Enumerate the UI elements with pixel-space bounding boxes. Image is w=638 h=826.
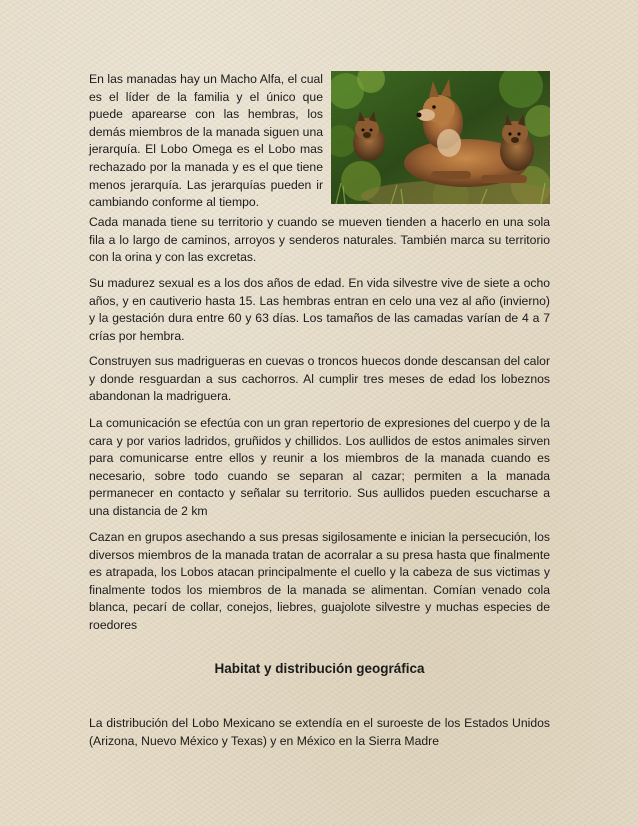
wolf-with-pups-photo xyxy=(331,71,550,204)
paragraph-maturity: Su madurez sexual es a los dos años de edad. En vida silvestre vive de siete a ocho años, y en cautiverio hasta 15. Las hembras entran en celo una vez al año (invierno) y la gestación dura entre 60 y 63 días. Los tamaños de las camadas varían de 4 a 7 crías por hembra. xyxy=(89,276,550,343)
paragraph-hunting: Cazan en grupos asechando a sus presas sigilosamente e inician la persecución, los diversos miembros de la manada tratan de acorralar a su presa hasta que finalmente es atrapada, los Lobos atacan principalmente el cuello y la cabeza de sus victimas y finalmente todos los miembros de la manada se alimentan. Comían venado cola blanca, pecarí de collar, conejos, liebres, guajolote silvestre y muchas especies de roedores xyxy=(89,530,550,632)
paragraph-communication: La comunicación se efectúa con un gran repertorio de expresiones del cuerpo y de la cara y por varios ladridos, gruñidos y chillidos. Los aullidos de estos animales sirven para comunicarse entre ellos y reunir a los miembros de la manada cuando es necesario, sobre todo cuando se separan al cazar; permiten a la manada permanecer en contacto y señalar su territorio. Sus aullidos pueden escucharse a una distancia de 2 km xyxy=(89,416,550,518)
paragraph-territory: Cada manada tiene su territorio y cuando se mueven tienden a hacerlo en una sola fila a lo largo de caminos, arroyos y senderos naturales. También marca su territorio con la orina y con las excretas. xyxy=(89,215,550,265)
paragraph-alpha-hierarchy: En las manadas hay un Macho Alfa, el cual es el líder de la familia y el único que puede aparearse con las hembras, los demás miembros de la manada siguen una jerarquía. El Lobo Omega es el Lobo mas rechazado por la manada y es el que tiene menos jerarquía. Las jerarquías pueden ir cambiando conforme al tiempo. xyxy=(89,72,323,210)
paragraph-dens: Construyen sus madrigueras en cuevas o troncos huecos donde descansan del calor y donde resguardan a sus cachorros. Al cumplir tres meses de edad los lobeznos abandonan la madriguera. xyxy=(89,354,550,404)
section-heading: Habitat y distribución geográfica xyxy=(214,661,425,676)
paragraph-distribution: La distribución del Lobo Mexicano se extendía en el suroeste de los Estados Unidos (Arizona, Nuevo México y Texas) y en México en la Sierra Madre xyxy=(89,716,550,748)
